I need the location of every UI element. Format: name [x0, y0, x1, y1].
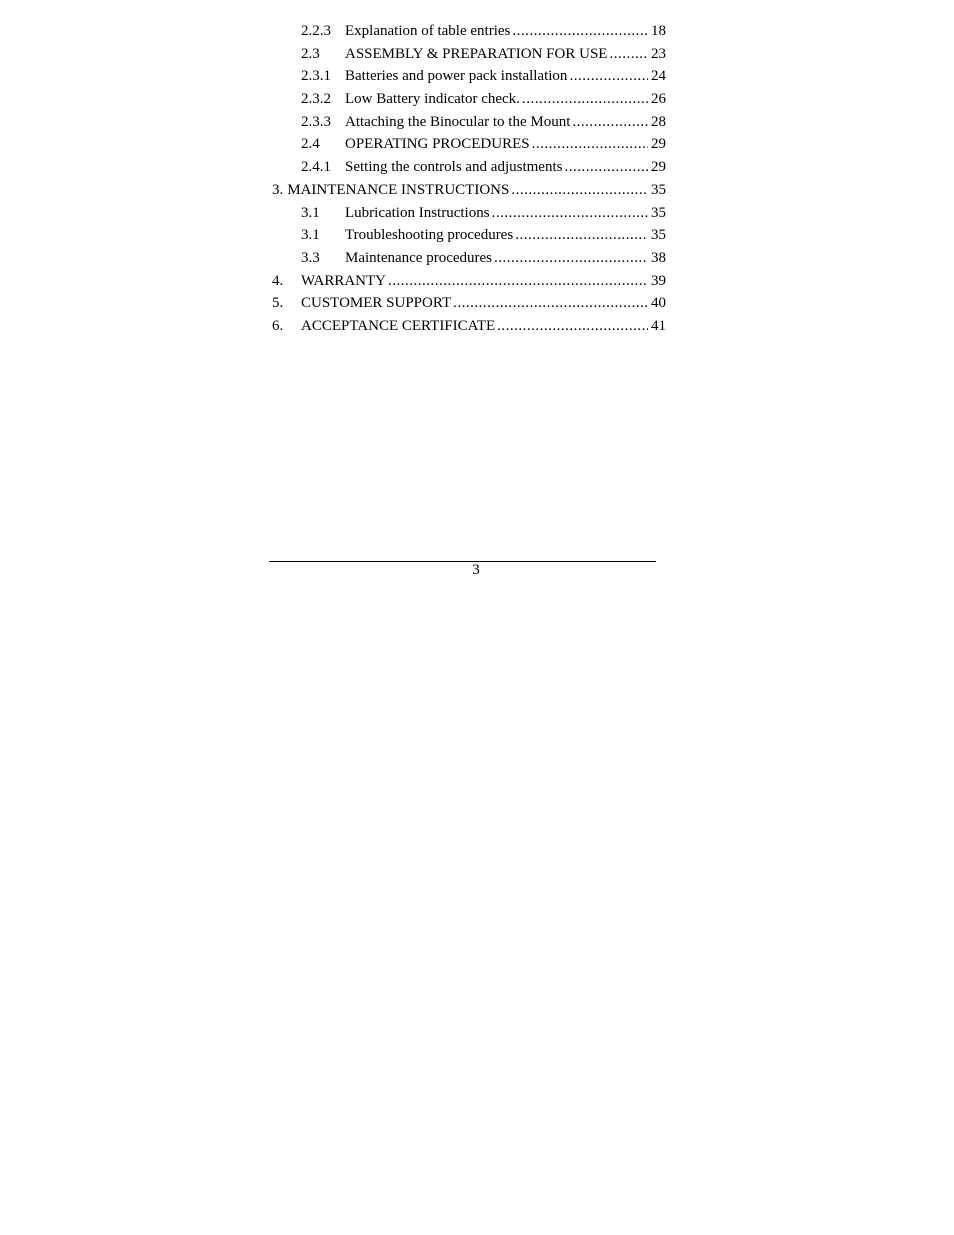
- table-of-contents: [272, 20, 666, 338]
- toc-entry-title: ACCEPTANCE CERTIFICATE: [301, 317, 496, 334]
- toc-entry-number: 5.: [272, 295, 284, 312]
- toc-entry-page: 35: [651, 227, 666, 244]
- toc-entry-title: Setting the controls and adjustments: [345, 159, 563, 176]
- toc-entry-page: 23: [651, 45, 666, 62]
- toc-entry-title: MAINTENANCE INSTRUCTIONS: [287, 181, 510, 198]
- dot-leader: [532, 133, 648, 156]
- toc-entry-5[interactable]: [272, 292, 666, 315]
- dot-leader: [609, 43, 648, 66]
- toc-entry-number: 2.3.1: [301, 68, 331, 85]
- toc-entry-page: 18: [651, 23, 666, 39]
- toc-entry-number: 3.1: [301, 227, 320, 244]
- toc-entry-page: 35: [651, 181, 666, 198]
- toc-entry-number: 2.3.3: [301, 113, 331, 130]
- toc-entry-title: Troubleshooting procedures: [345, 227, 514, 244]
- toc-entry-2-3-1[interactable]: [272, 65, 666, 88]
- toc-entry-title: Maintenance procedures: [345, 249, 493, 266]
- toc-entry-number: 2.4.1: [301, 159, 331, 176]
- dot-leader: [388, 270, 648, 293]
- toc-entry-title: Explanation of table entries: [345, 23, 511, 39]
- toc-entry-title: OPERATING PROCEDURES: [345, 136, 530, 153]
- toc-entry-page: 41: [651, 317, 666, 334]
- toc-entry-3-1-lubrication[interactable]: [272, 202, 666, 225]
- toc-entry-4[interactable]: [272, 270, 666, 293]
- dot-leader: [453, 292, 648, 315]
- toc-entry-6[interactable]: [272, 315, 666, 338]
- toc-entry-number: 2.4: [301, 136, 320, 153]
- toc-entry-title: Low Battery indicator check.: [345, 91, 520, 108]
- toc-entry-title: WARRANTY: [301, 272, 386, 289]
- dot-leader: [569, 65, 648, 88]
- page-number: 3: [472, 562, 480, 578]
- toc-entry-number: 4.: [272, 272, 284, 289]
- toc-entry-title: ASSEMBLY & PREPARATION FOR USE: [345, 45, 608, 62]
- dot-leader: [511, 179, 648, 202]
- dot-leader: [492, 202, 648, 225]
- toc-entry-2-3-3[interactable]: [272, 111, 666, 134]
- toc-entry-page: 39: [651, 272, 666, 289]
- toc-entry-2-2-3[interactable]: [272, 20, 666, 43]
- dot-leader: [512, 20, 648, 43]
- toc-entry-2-3[interactable]: [272, 43, 666, 66]
- toc-entry-3-1-troubleshooting[interactable]: [272, 224, 666, 247]
- toc-entry-2-3-2[interactable]: [272, 88, 666, 111]
- toc-entry-page: 35: [651, 204, 666, 221]
- toc-entry-number: 3.3: [301, 249, 320, 266]
- toc-entry-number: 2.3: [301, 45, 320, 62]
- toc-entry-number: 6.: [272, 317, 284, 334]
- toc-entry-page: 38: [651, 249, 666, 266]
- toc-entry-2-4-1[interactable]: [272, 156, 666, 179]
- dot-leader: [494, 247, 648, 270]
- dot-leader: [497, 315, 648, 338]
- toc-entry-page: 29: [651, 136, 666, 153]
- toc-entry-title: Lubrication Instructions: [345, 204, 490, 221]
- toc-entry-page: 28: [651, 113, 666, 130]
- toc-entry-3-3[interactable]: [272, 247, 666, 270]
- toc-entry-page: 26: [651, 91, 666, 108]
- toc-entry-number: 3.1: [301, 204, 320, 221]
- toc-entry-title: Attaching the Binocular to the Mount: [345, 113, 571, 130]
- toc-entry-title: CUSTOMER SUPPORT: [301, 295, 452, 312]
- toc-entry-title: Batteries and power pack installation: [345, 68, 568, 85]
- toc-entry-page: 24: [651, 68, 666, 85]
- dot-leader: [515, 224, 648, 247]
- toc-entry-page: 29: [651, 159, 666, 176]
- toc-entry-number: 2.2.3: [301, 23, 331, 39]
- toc-entry-3[interactable]: [272, 179, 666, 202]
- dot-leader: [572, 111, 648, 134]
- dot-leader: [564, 156, 648, 179]
- toc-entry-number: 2.3.2: [301, 91, 331, 108]
- toc-entry-2-4[interactable]: [272, 133, 666, 156]
- toc-entry-number: 3.: [272, 181, 284, 198]
- toc-entry-page: 40: [651, 295, 666, 312]
- dot-leader: [522, 88, 648, 111]
